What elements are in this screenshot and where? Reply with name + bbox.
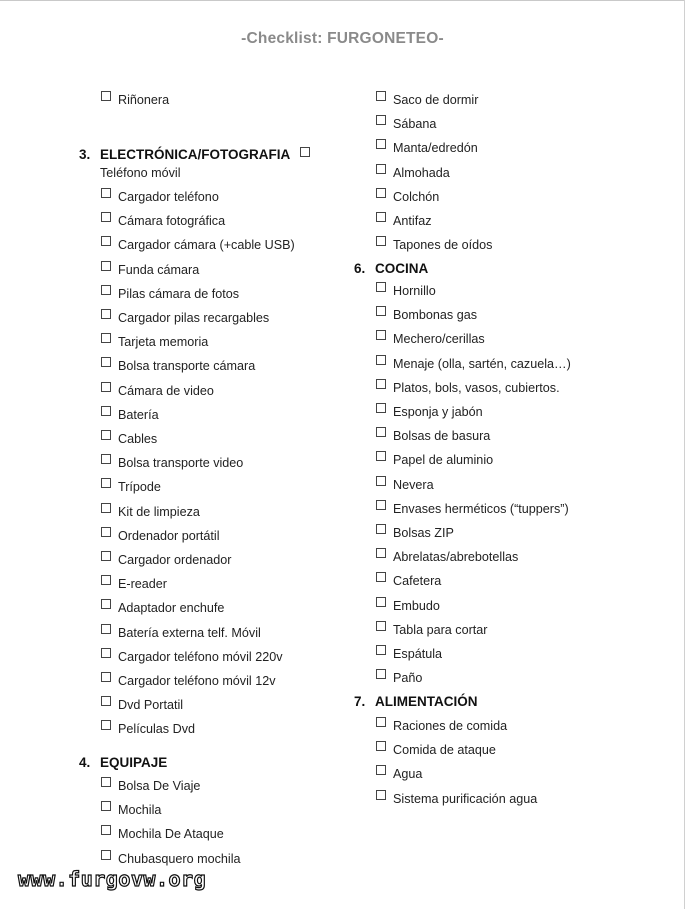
checkbox[interactable] xyxy=(376,548,386,558)
checklist-item xyxy=(376,765,422,782)
checklist-item-label: Dvd Portatil xyxy=(118,698,184,713)
checklist-item xyxy=(376,500,569,517)
checklist-item-label: Batería externa telf. Móvil xyxy=(118,625,261,640)
watermark: www.furgovw.org xyxy=(18,867,207,891)
checklist-item-label: Mochila xyxy=(118,803,162,818)
checklist-item-label: Comida de ataque xyxy=(393,743,496,758)
checklist-item-label: Nevera xyxy=(393,477,434,492)
checklist-item-label: Bolsas ZIP xyxy=(393,526,454,540)
checklist-item-label: Chubasquero mochila xyxy=(118,851,241,866)
checklist-item-label: Tapones de oídos xyxy=(393,238,493,253)
section-subheading: Teléfono móvil xyxy=(100,166,181,180)
checklist-item xyxy=(376,236,492,253)
checklist-item-label: Abrelatas/abrebotellas xyxy=(393,550,519,565)
checklist-item xyxy=(376,669,422,686)
checklist-item-label: Tabla para cortar xyxy=(393,622,488,637)
checkbox[interactable] xyxy=(376,427,386,437)
checklist-item xyxy=(376,476,434,493)
checklist-item xyxy=(376,645,442,662)
checklist-item xyxy=(376,572,441,589)
checklist-item xyxy=(376,139,478,156)
checklist-item-label: Raciones de comida xyxy=(393,719,508,733)
checklist-item-label: Platos, bols, vasos, cubiertos. xyxy=(393,380,560,395)
checklist-item-label: Tarjeta memoria xyxy=(118,335,209,350)
checklist-item xyxy=(376,427,490,444)
checkbox[interactable] xyxy=(376,282,386,292)
checklist-item xyxy=(376,115,436,132)
checkbox[interactable] xyxy=(376,621,386,631)
checkbox[interactable] xyxy=(376,597,386,607)
checklist-item-label: Películas Dvd xyxy=(118,722,195,737)
checklist-item xyxy=(376,717,507,734)
checklist-item-label: Mechero/cerillas xyxy=(393,332,485,347)
checkbox[interactable] xyxy=(376,572,386,582)
checklist-item-label: Cámara de video xyxy=(118,383,214,398)
checkbox[interactable] xyxy=(376,164,386,174)
checklist-item xyxy=(376,597,440,614)
checklist-item-label: Menaje (olla, sartén, cazuela…) xyxy=(393,356,571,371)
checklist-item-label: Pilas cámara de fotos xyxy=(118,286,240,301)
checklist-item-label: Esponja y jabón xyxy=(393,405,483,419)
checklist-item-label: Colchón xyxy=(393,189,440,204)
checklist-item-label: Mochila De Ataque xyxy=(118,827,224,842)
checkbox[interactable] xyxy=(376,355,386,365)
checkbox[interactable] xyxy=(376,476,386,486)
checkbox[interactable] xyxy=(376,139,386,149)
checkbox[interactable] xyxy=(376,741,386,751)
checklist-item-label: Paño xyxy=(393,671,423,686)
section-number: 4. xyxy=(79,755,91,770)
checkbox[interactable] xyxy=(376,379,386,389)
checklist-item-label: E-reader xyxy=(118,577,167,592)
checklist-item xyxy=(376,282,436,299)
checklist-item xyxy=(376,330,485,347)
checkbox[interactable] xyxy=(376,500,386,510)
checklist-item-label: Espátula xyxy=(393,647,443,661)
checklist-item xyxy=(376,790,537,807)
section-heading xyxy=(354,260,428,277)
checklist-item-label: Cargador teléfono móvil 12v xyxy=(118,674,276,688)
checklist-item-label: Cargador cámara (+cable USB) xyxy=(118,238,295,253)
checklist-item-label: Cargador pilas recargables xyxy=(118,311,270,325)
checklist-item-label: Funda cámara xyxy=(118,262,200,277)
checklist-item xyxy=(376,621,488,638)
checkbox[interactable] xyxy=(376,645,386,655)
checklist-item-label: Bolsa transporte cámara xyxy=(118,359,256,374)
checklist-item-label: Hornillo xyxy=(393,284,436,298)
checklist-item xyxy=(376,379,560,396)
checklist-item-label: Batería xyxy=(118,407,159,422)
checkbox[interactable] xyxy=(376,91,386,101)
checkbox[interactable] xyxy=(376,212,386,222)
checklist-item-label: Sábana xyxy=(393,117,437,132)
checklist-item-label: Riñonera xyxy=(118,93,170,107)
checklist-item-label: Cargador ordenador xyxy=(118,553,232,567)
checkbox[interactable] xyxy=(376,790,386,800)
checklist-item-label: Envases herméticos (“tuppers”) xyxy=(393,501,569,516)
checkbox[interactable] xyxy=(376,765,386,775)
checklist-item xyxy=(376,451,493,468)
section-heading xyxy=(354,693,478,710)
checklist-item-label: Cargador teléfono móvil 220v xyxy=(118,649,283,664)
checklist-item-label: Saco de dormir xyxy=(393,93,479,107)
checklist-item xyxy=(376,741,496,758)
checklist-item-label: Kit de limpieza xyxy=(118,504,200,519)
checkbox[interactable] xyxy=(376,330,386,340)
checklist-item-label: Papel de aluminio xyxy=(393,453,494,468)
checkbox[interactable] xyxy=(376,669,386,679)
checkbox[interactable] xyxy=(376,188,386,198)
section-number: 6. xyxy=(354,261,366,276)
section-title: ELECTRÓNICA/FOTOGRAFIA xyxy=(100,147,291,162)
checkbox[interactable] xyxy=(376,451,386,461)
checklist-item-label: Cargador teléfono xyxy=(118,190,219,204)
checklist-item xyxy=(376,91,478,108)
checklist-item-label: Adaptador enchufe xyxy=(118,601,225,616)
checklist-item-label: Trípode xyxy=(118,480,161,495)
checklist-item xyxy=(376,188,439,205)
checkbox[interactable] xyxy=(376,306,386,316)
checklist-item-label: Bolsa De Viaje xyxy=(118,779,201,793)
section-title: COCINA xyxy=(375,261,429,276)
checklist-item xyxy=(376,212,432,229)
checklist-item-label: Cafetera xyxy=(393,574,442,589)
checklist-item-label: Manta/edredón xyxy=(393,141,478,156)
section-number: 3. xyxy=(79,147,91,162)
checklist-item-label: Bolsas de basura xyxy=(393,429,491,444)
checkbox[interactable] xyxy=(376,115,386,125)
checklist-item xyxy=(376,524,454,541)
checklist-item-label: Embudo xyxy=(393,598,440,613)
checklist-item-label: Antifaz xyxy=(393,214,432,228)
checkbox[interactable] xyxy=(376,717,386,727)
section-number: 7. xyxy=(354,694,366,709)
checklist-item-label: Sistema purificación agua xyxy=(393,791,538,806)
checkbox[interactable] xyxy=(376,524,386,534)
checklist-item-label: Almohada xyxy=(393,165,450,180)
checklist-item xyxy=(376,403,483,420)
checklist-item xyxy=(376,355,571,372)
page-title: -Checklist: FURGONETEO- xyxy=(241,30,444,47)
checklist-item-label: Cámara fotográfica xyxy=(118,214,226,229)
section-title: EQUIPAJE xyxy=(100,755,168,770)
checklist-item xyxy=(376,164,450,181)
checklist-item xyxy=(376,548,518,565)
checklist-item-label: Agua xyxy=(393,767,423,782)
section-title: ALIMENTACIÓN xyxy=(375,694,478,709)
checklist-item xyxy=(376,306,477,323)
checklist-item-label: Bolsa transporte video xyxy=(118,456,244,471)
checklist-item-label: Cables xyxy=(118,432,158,446)
checkbox[interactable] xyxy=(376,403,386,413)
checklist-item-label: Bombonas gas xyxy=(393,308,478,323)
checklist-item-label: Ordenador portátil xyxy=(118,528,220,543)
checkbox[interactable] xyxy=(376,236,386,246)
